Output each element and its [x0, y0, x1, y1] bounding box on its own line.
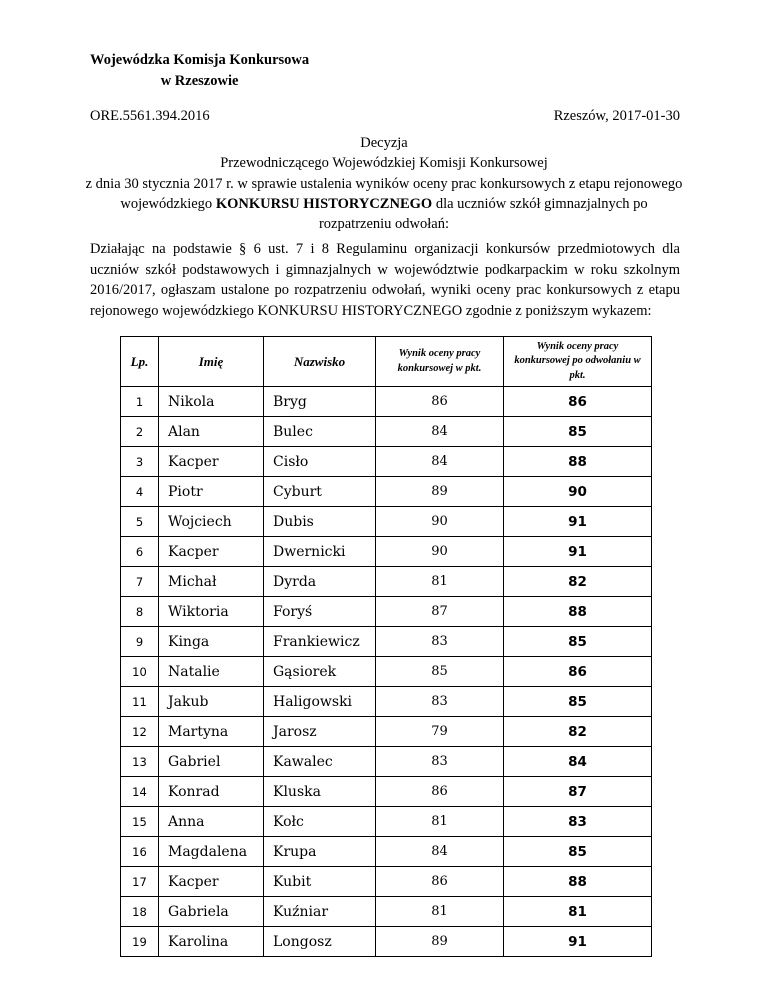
cell-lp: 15 — [121, 807, 159, 837]
table-row — [121, 507, 652, 537]
cell-nazwisko: Kuźniar — [264, 897, 376, 927]
cell-wynik_po: 88 — [504, 447, 652, 477]
cell-nazwisko: Kawalec — [264, 747, 376, 777]
cell-lp: 4 — [121, 477, 159, 507]
cell-wynik: 84 — [376, 447, 504, 477]
cell-wynik_po: 91 — [504, 507, 652, 537]
cell-nazwisko: Dyrda — [264, 567, 376, 597]
cell-wynik: 89 — [376, 477, 504, 507]
cell-wynik_po: 91 — [504, 537, 652, 567]
cell-lp: 3 — [121, 447, 159, 477]
header-wynik-po: Wynik oceny pracy konkursowej po odwołaniu w pkt. — [504, 337, 652, 387]
table-row — [121, 657, 652, 687]
scope-contest-name: KONKURSU HISTORYCZNEGO — [215, 195, 433, 212]
cell-lp: 2 — [121, 417, 159, 447]
cell-wynik_po: 88 — [504, 597, 652, 627]
cell-imie: Konrad — [159, 777, 264, 807]
results-table — [120, 336, 652, 957]
scope-text-post: dla uczniów szkół gimnazjalnych po rozpatrzeniu odwołań: — [318, 195, 648, 233]
table-row — [121, 447, 652, 477]
cell-nazwisko: Gąsiorek — [264, 657, 376, 687]
cell-lp: 8 — [121, 597, 159, 627]
cell-nazwisko: Bryg — [264, 387, 376, 417]
cell-nazwisko: Kołc — [264, 807, 376, 837]
cell-imie: Alan — [159, 417, 264, 447]
header-nazwisko: Nazwisko — [264, 337, 376, 387]
table-row — [121, 747, 652, 777]
cell-lp: 14 — [121, 777, 159, 807]
issuer-block — [90, 50, 309, 92]
table-row — [121, 777, 652, 807]
table-row — [121, 687, 652, 717]
cell-imie: Natalie — [159, 657, 264, 687]
cell-lp: 1 — [121, 387, 159, 417]
cell-lp: 13 — [121, 747, 159, 777]
cell-wynik_po: 81 — [504, 897, 652, 927]
cell-wynik_po: 87 — [504, 777, 652, 807]
cell-wynik: 84 — [376, 417, 504, 447]
cell-wynik_po: 82 — [504, 717, 652, 747]
cell-wynik: 87 — [376, 597, 504, 627]
cell-wynik: 90 — [376, 507, 504, 537]
cell-wynik: 84 — [376, 837, 504, 867]
table-row — [121, 627, 652, 657]
cell-lp: 11 — [121, 687, 159, 717]
cell-imie: Wiktoria — [159, 597, 264, 627]
cell-imie: Anna — [159, 807, 264, 837]
table-row — [121, 387, 652, 417]
header-wynik: Wynik oceny pracy konkursowej w pkt. — [376, 337, 504, 387]
decision-title: Decyzja — [360, 135, 408, 151]
cell-wynik: 81 — [376, 897, 504, 927]
place-and-date: Rzeszów, 2017-01-30 — [553, 108, 680, 124]
table-row — [121, 927, 652, 957]
cell-nazwisko: Kubit — [264, 867, 376, 897]
cell-wynik_po: 91 — [504, 927, 652, 957]
table-row — [121, 867, 652, 897]
cell-nazwisko: Dwernicki — [264, 537, 376, 567]
cell-lp: 12 — [121, 717, 159, 747]
cell-nazwisko: Dubis — [264, 507, 376, 537]
reference-number: ORE.5561.394.2016 — [90, 108, 210, 124]
cell-nazwisko: Cisło — [264, 447, 376, 477]
header-lp: Lp. — [121, 337, 159, 387]
cell-wynik: 83 — [376, 627, 504, 657]
header-imie: Imię — [159, 337, 264, 387]
cell-lp: 9 — [121, 627, 159, 657]
cell-wynik_po: 82 — [504, 567, 652, 597]
cell-lp: 18 — [121, 897, 159, 927]
cell-imie: Michał — [159, 567, 264, 597]
cell-nazwisko: Frankiewicz — [264, 627, 376, 657]
cell-wynik_po: 85 — [504, 627, 652, 657]
cell-imie: Kacper — [159, 537, 264, 567]
table-row — [121, 567, 652, 597]
cell-nazwisko: Kluska — [264, 777, 376, 807]
cell-lp: 7 — [121, 567, 159, 597]
table-row — [121, 417, 652, 447]
cell-wynik_po: 83 — [504, 807, 652, 837]
cell-wynik_po: 85 — [504, 837, 652, 867]
table-row — [121, 837, 652, 867]
cell-imie: Piotr — [159, 477, 264, 507]
issuer-name: Wojewódzka Komisja Konkursowa — [90, 52, 310, 68]
table-row — [121, 597, 652, 627]
decision-scope — [84, 174, 684, 235]
cell-imie: Martyna — [159, 717, 264, 747]
cell-lp: 5 — [121, 507, 159, 537]
cell-wynik: 81 — [376, 807, 504, 837]
cell-imie: Jakub — [159, 687, 264, 717]
scope-text-pre: z dnia 30 stycznia 2017 r. w sprawie ustalenia wyników oceny prac konkursowych z etapu rejonowego wojewódzkiego — [85, 175, 683, 212]
cell-wynik: 83 — [376, 747, 504, 777]
issuer-city: w Rzeszowie — [160, 73, 239, 90]
table-row — [121, 477, 652, 507]
cell-imie: Karolina — [159, 927, 264, 957]
cell-wynik: 86 — [376, 777, 504, 807]
header-row — [121, 337, 652, 387]
cell-lp: 10 — [121, 657, 159, 687]
reference-row — [90, 108, 680, 125]
cell-nazwisko: Bulec — [264, 417, 376, 447]
cell-wynik: 89 — [376, 927, 504, 957]
cell-imie: Gabriela — [159, 897, 264, 927]
cell-imie: Kacper — [159, 867, 264, 897]
cell-lp: 19 — [121, 927, 159, 957]
cell-lp: 17 — [121, 867, 159, 897]
cell-wynik: 85 — [376, 657, 504, 687]
cell-wynik: 86 — [376, 867, 504, 897]
decision-preamble — [84, 133, 684, 234]
table-row — [121, 717, 652, 747]
cell-wynik_po: 85 — [504, 417, 652, 447]
cell-wynik: 86 — [376, 387, 504, 417]
decision-subtitle: Przewodniczącego Wojewódzkiej Komisji Konkursowej — [220, 155, 548, 172]
cell-wynik: 79 — [376, 717, 504, 747]
table-row — [121, 807, 652, 837]
cell-wynik_po: 85 — [504, 687, 652, 717]
cell-imie: Nikola — [159, 387, 264, 417]
cell-nazwisko: Cyburt — [264, 477, 376, 507]
cell-wynik: 83 — [376, 687, 504, 717]
cell-wynik: 90 — [376, 537, 504, 567]
table-row — [121, 897, 652, 927]
cell-imie: Kacper — [159, 447, 264, 477]
cell-imie: Kinga — [159, 627, 264, 657]
cell-nazwisko: Foryś — [264, 597, 376, 627]
body-paragraph: Działając na podstawie § 6 ust. 7 i 8 Regulaminu organizacji konkursów przedmiotowych dla uczniów szkół podstawowych i gimnazjalnych w województwie podkarpackim w roku szkolnym 2016/2017, ogłaszam ustalone po rozpatrzeniu odwołań, wyniki oceny prac konkursowych z etapu rejonowego wojewódzkiego KONKURSU HISTORYCZNEGO zgodnie z poniższym wykazem: — [90, 241, 680, 319]
cell-imie: Magdalena — [159, 837, 264, 867]
cell-lp: 16 — [121, 837, 159, 867]
cell-nazwisko: Longosz — [264, 927, 376, 957]
cell-wynik_po: 86 — [504, 657, 652, 687]
cell-imie: Wojciech — [159, 507, 264, 537]
cell-nazwisko: Jarosz — [264, 717, 376, 747]
cell-nazwisko: Krupa — [264, 837, 376, 867]
cell-lp: 6 — [121, 537, 159, 567]
table-row — [121, 537, 652, 567]
cell-wynik: 81 — [376, 567, 504, 597]
cell-wynik_po: 90 — [504, 477, 652, 507]
cell-wynik_po: 88 — [504, 867, 652, 897]
cell-wynik_po: 84 — [504, 747, 652, 777]
cell-nazwisko: Haligowski — [264, 687, 376, 717]
results-table-head — [121, 337, 652, 387]
cell-wynik_po: 86 — [504, 387, 652, 417]
cell-imie: Gabriel — [159, 747, 264, 777]
results-table-body — [121, 387, 652, 957]
